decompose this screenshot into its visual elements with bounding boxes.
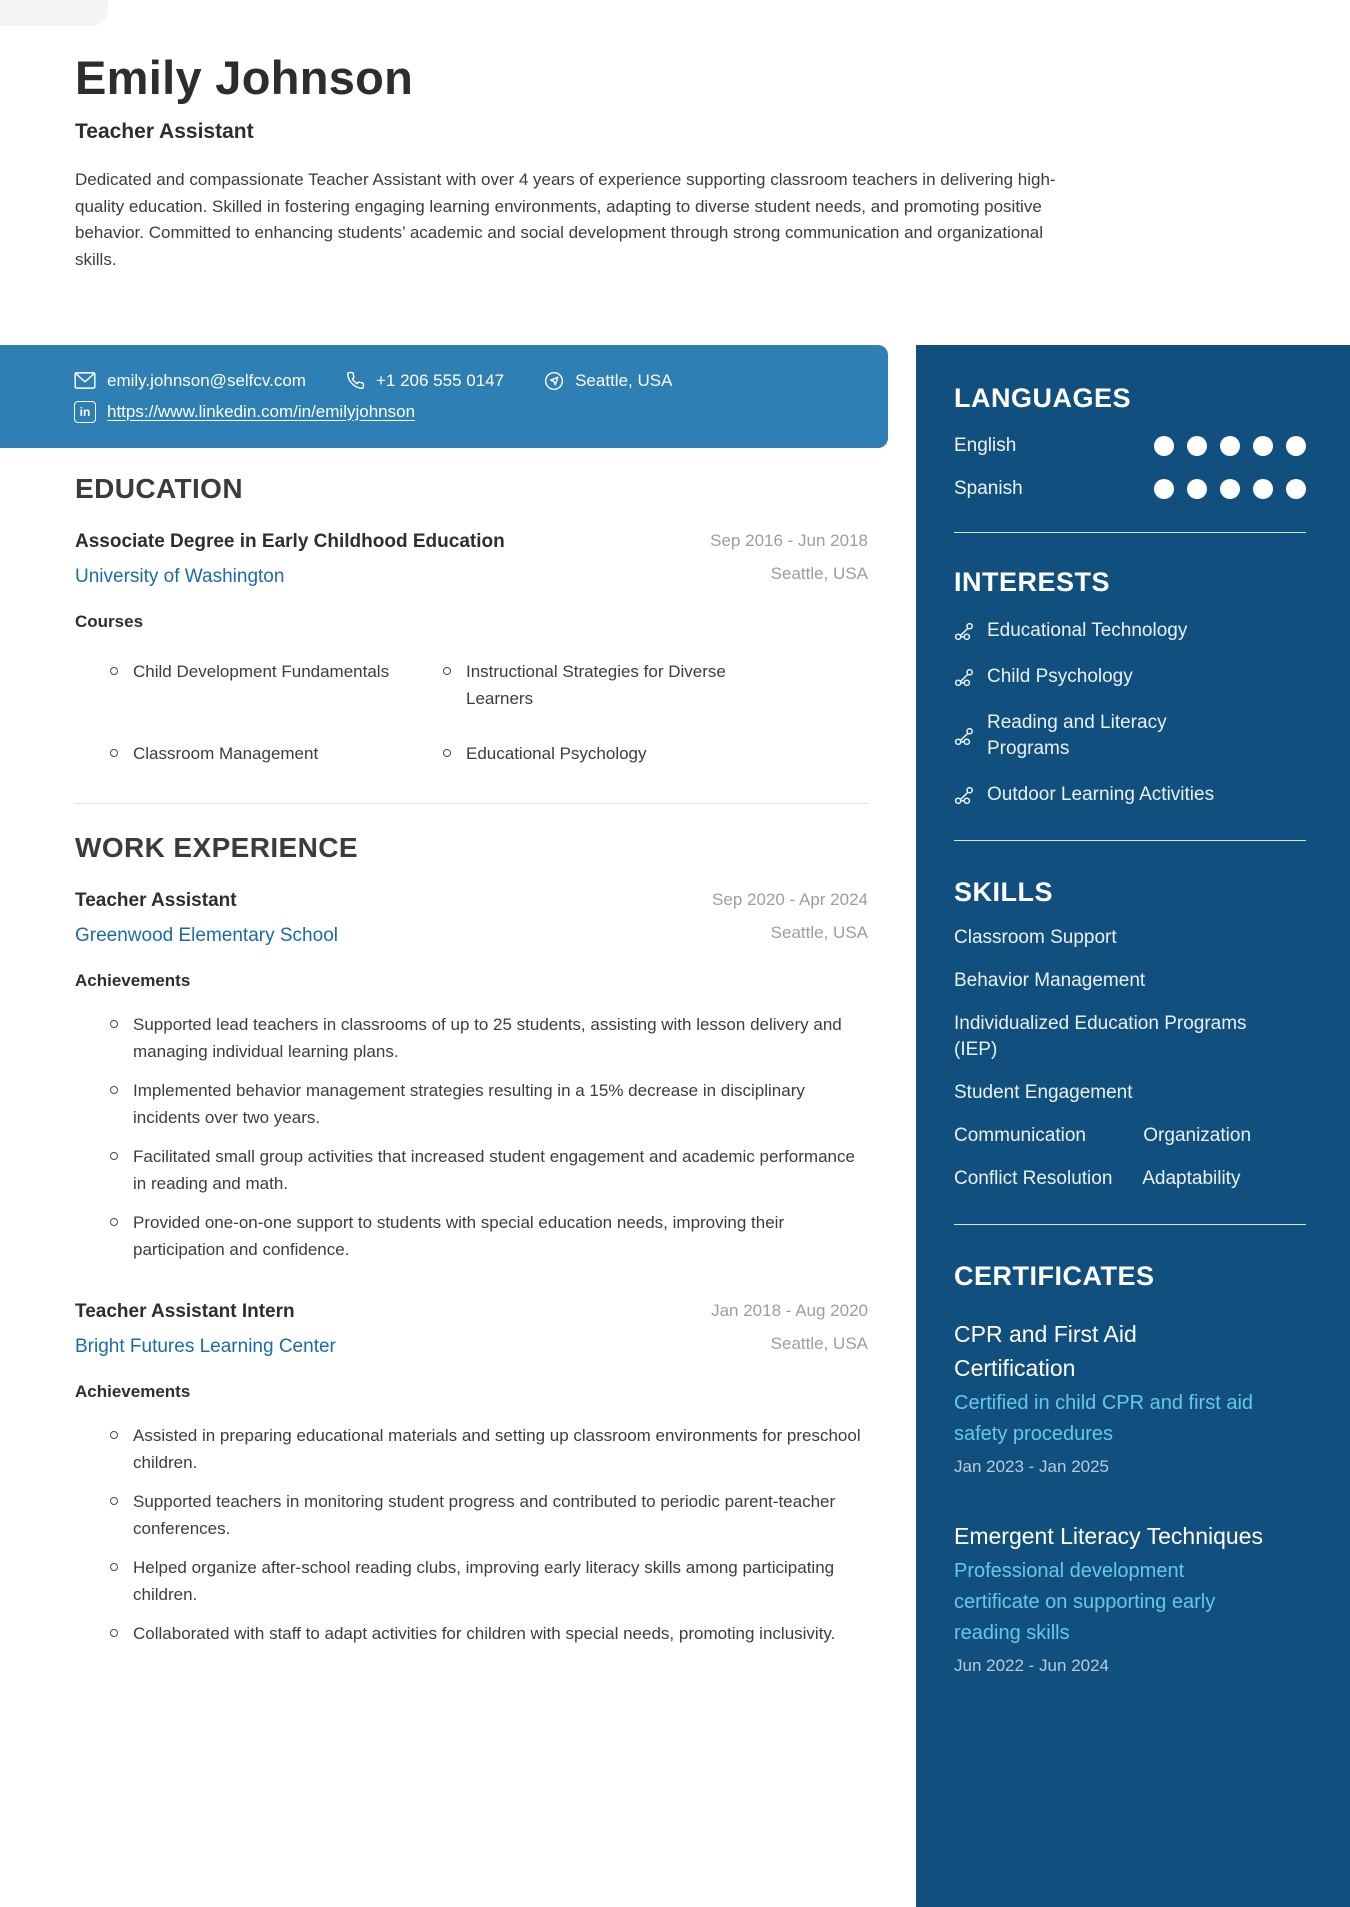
header [75,50,1085,273]
contact-phone [346,371,504,391]
contact-location-text: Seattle, USA [575,370,673,390]
education-heading: EDUCATION [75,473,243,504]
achievement-item: Facilitated small group activities that increased student engagement and academic performance in reading and math. [105,1143,868,1197]
job-location: Seattle, USA [770,923,868,942]
work-experience-heading: WORK EXPERIENCE [75,832,358,863]
skills-section [954,877,1306,1192]
language-row [954,478,1306,500]
achievement-item: Provided one-on-one support to students with special education needs, improving their participation and confidence. [105,1209,868,1263]
course-item: Educational Psychology [438,740,753,767]
job1-left [75,890,338,947]
achievement-item: Collaborated with staff to adapt activities for children with special needs, promoting inclusivity. [105,1620,868,1647]
contact-linkedin [74,401,415,423]
courses-label: Courses [75,612,144,631]
certificate-description: Professional development certificate on supporting early reading skills [954,1560,1216,1644]
certificate-dates: Jun 2022 - Jun 2024 [954,1656,1110,1675]
person-name: Emily Johnson [75,51,414,104]
section-divider [75,803,868,804]
job1-meta [692,890,868,947]
certificate-entry [954,1317,1306,1477]
course-item: Classroom Management [105,740,420,767]
achievement-item: Helped organize after-school reading clubs, improving early literacy skills among participating children. [105,1554,868,1608]
degree-title: Associate Degree in Early Childhood Education [75,531,505,552]
achievement-item: Supported lead teachers in classrooms of up to 25 students, assisting with lesson delivery and managing individual learning plans. [105,1011,868,1065]
level-dot [1220,436,1240,456]
certificate-entry [954,1519,1306,1676]
job2-meta [691,1301,868,1358]
envelope-icon [74,372,96,389]
certificate-title: Emergent Literacy Techniques [954,1523,1263,1549]
linkedin-icon: in [74,401,96,423]
contact-email [74,371,306,391]
skills-heading: SKILLS [954,877,1054,907]
interest-label: Educational Technology [987,620,1188,641]
corner-decoration [0,0,108,26]
level-dot [1253,479,1273,499]
person-job-title: Teacher Assistant [75,120,254,143]
skill-item: Behavior Management [954,970,1146,991]
education-entry-header [75,531,868,588]
achievements-list [75,1011,868,1263]
education-dates: Sep 2016 - Jun 2018 [710,531,868,550]
hobby-molecule-icon [954,785,974,805]
interest-label: Reading and Literacy Programs [987,712,1167,759]
level-dot [1154,479,1174,499]
certificate-title: CPR and First Aid Certification [954,1321,1137,1381]
certificates-section [954,1261,1306,1676]
language-name: English [954,435,1017,456]
hobby-molecule-icon [954,726,974,746]
education-location: Seattle, USA [770,564,868,583]
job-entry-2 [75,1301,868,1647]
interest-item [954,710,1306,762]
interest-item [954,618,1306,644]
hobby-molecule-icon [954,667,974,687]
skill-item: Organization [1143,1125,1252,1146]
job-title: Teacher Assistant Intern [75,1301,295,1322]
achievements-label: Achievements [75,1382,191,1401]
skill-pair-row [954,1123,1284,1149]
company-name: Greenwood Elementary School [75,925,338,946]
course-item: Child Development Fundamentals [105,658,420,712]
achievement-item: Supported teachers in monitoring student progress and contributed to periodic parent-teacher conferences. [105,1488,868,1542]
job2-left [75,1301,336,1358]
main-column [75,473,868,1647]
school-name: University of Washington [75,566,285,587]
level-dot [1286,479,1306,499]
job-dates: Jan 2018 - Aug 2020 [711,1301,868,1320]
skill-item: Conflict Resolution [954,1168,1113,1189]
level-dot [1220,479,1240,499]
skill-item: Adaptability [1142,1168,1241,1189]
skill-pair-row [954,1166,1284,1192]
education-entry-left [75,531,505,588]
contact-phone-text: +1 206 555 0147 [375,370,505,390]
skill-item: Individualized Education Programs (IEP) [954,1013,1247,1060]
location-icon [544,371,564,391]
skill-item: Classroom Support [954,927,1117,948]
contact-email-text: emily.johnson@selfcv.com [107,370,306,390]
sidebar-divider [954,532,1306,533]
level-dot [1154,436,1174,456]
summary-paragraph: Dedicated and compassionate Teacher Assistant with over 4 years of experience supporting classroom teachers in delivering high-quality education. Skilled in fostering engaging learning environments, adapting to diverse student needs, and promoting positive behavior. Committed to enhancing students’ academic and social development through strong communication and organizational skills. [75,170,1056,269]
achievements-label: Achievements [75,971,191,990]
contact-row-1 [74,371,868,391]
job-dates: Sep 2020 - Apr 2024 [712,890,868,909]
language-level-dots [1154,479,1306,499]
level-dot [1187,436,1207,456]
achievement-item: Implemented behavior management strategies resulting in a 15% decrease in disciplinary incidents over two years. [105,1077,868,1131]
job-location: Seattle, USA [770,1334,868,1353]
job-entry-1 [75,890,868,1263]
hobby-molecule-icon [954,621,974,641]
languages-section [954,383,1306,500]
achievements-list [75,1422,868,1647]
languages-heading: LANGUAGES [954,383,1132,413]
contact-row-2 [74,401,868,423]
sidebar [916,345,1350,1907]
job1-header [75,890,868,947]
certificates-heading: CERTIFICATES [954,1261,1155,1291]
job2-header [75,1301,868,1358]
job-title: Teacher Assistant [75,890,237,911]
company-name: Bright Futures Learning Center [75,1336,336,1357]
contact-bar [0,345,888,448]
interests-section [954,567,1306,808]
achievement-item: Assisted in preparing educational materials and setting up classroom environments for preschool children. [105,1422,868,1476]
language-level-dots [1154,436,1306,456]
certificate-description: Certified in child CPR and first aid safety procedures [954,1392,1254,1445]
course-item: Instructional Strategies for Diverse Learners [438,658,753,712]
level-dot [1286,436,1306,456]
interest-item [954,664,1306,690]
contact-location [544,371,672,391]
language-name: Spanish [954,478,1023,499]
interest-item [954,782,1306,808]
level-dot [1253,436,1273,456]
level-dot [1187,479,1207,499]
linkedin-link[interactable]: https://www.linkedin.com/in/emilyjohnson [107,401,416,421]
skill-item: Student Engagement [954,1082,1133,1103]
sidebar-divider [954,1224,1306,1225]
phone-icon [346,371,365,390]
education-entry-meta [690,531,868,588]
certificate-dates: Jan 2023 - Jan 2025 [954,1457,1110,1476]
language-row [954,435,1306,457]
interests-heading: INTERESTS [954,567,1111,597]
interest-label: Outdoor Learning Activities [987,784,1215,805]
interest-label: Child Psychology [987,666,1133,687]
skill-item: Communication [954,1125,1086,1146]
sidebar-divider [954,840,1306,841]
courses-list [75,658,868,767]
